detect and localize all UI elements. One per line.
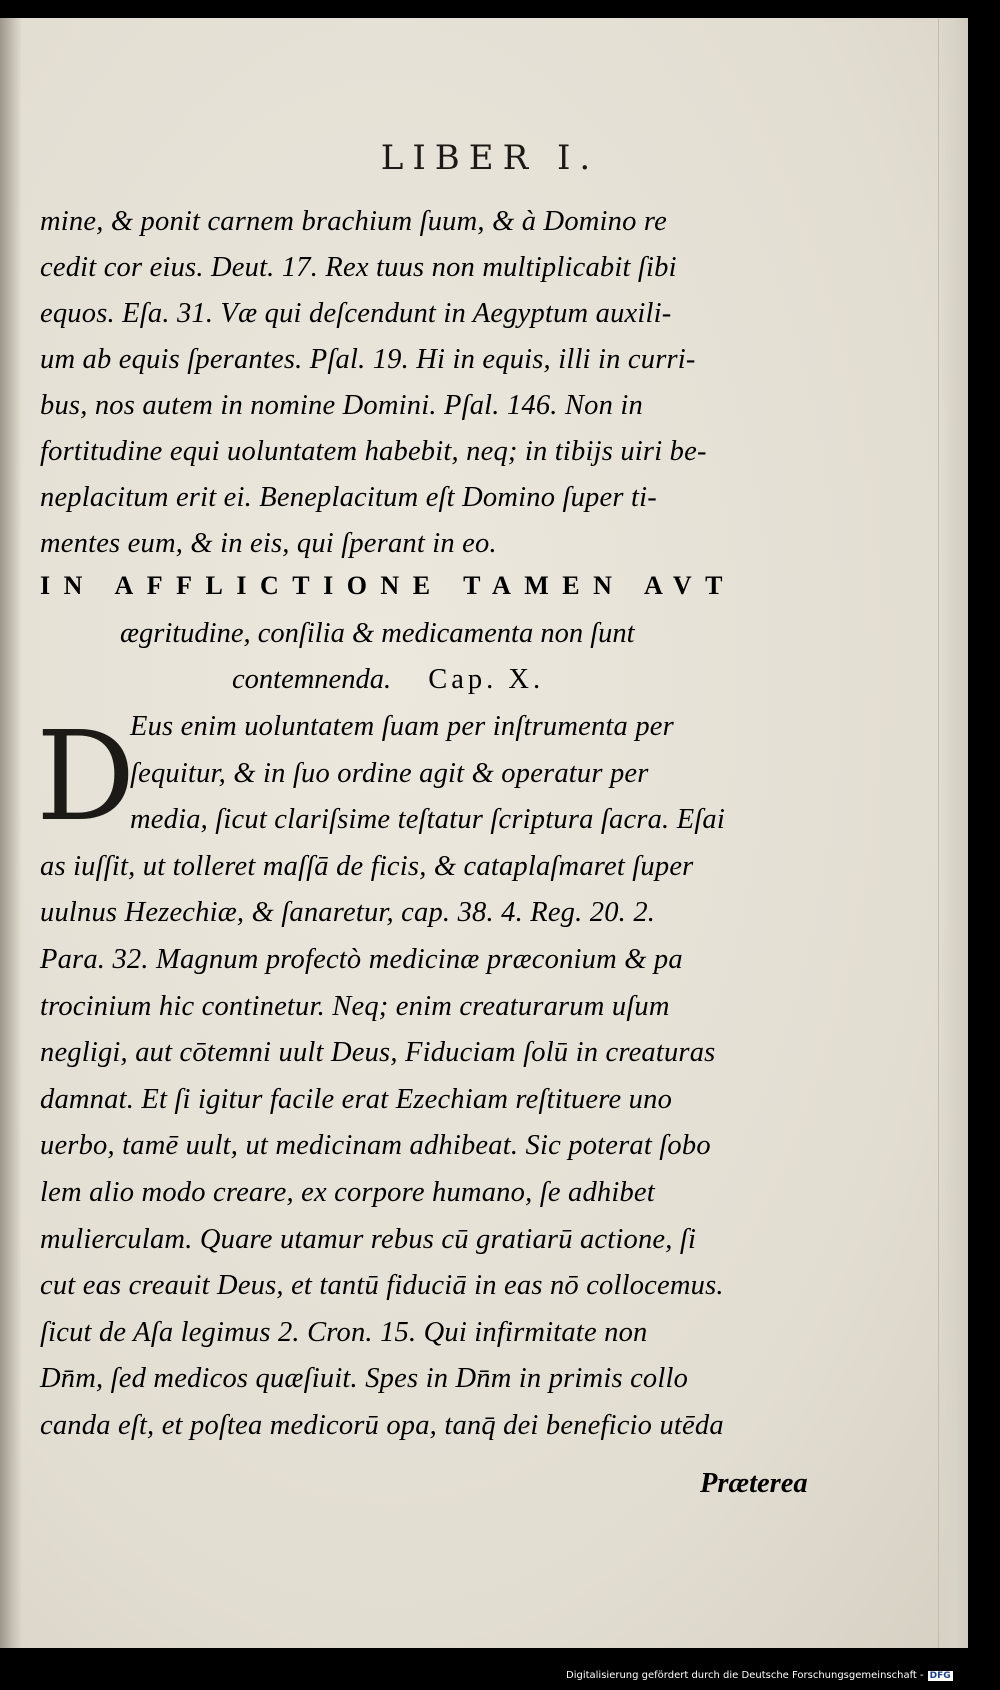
text-line: equos. Eſa. 31. Væ qui deſcendunt in Aegyptum auxili-	[40, 298, 672, 329]
chapter-heading-line3	[232, 664, 544, 696]
text-line: cut eas creauit Deus, et tantū fiduciā in eas nō collocemus.	[40, 1270, 724, 1302]
text-line: lem alio modo creare, ex corpore humano, ſe adhibet	[40, 1177, 655, 1208]
drop-cap: D	[36, 705, 136, 849]
text-line: media, ſicut clariſsime teſtatur ſcriptura ſacra. Eſai	[130, 804, 725, 836]
text-line: ſequitur, & in ſuo ordine agit & operatur per	[130, 757, 649, 789]
text-line: mulierculam. Quare utamur rebus cū gratiarū actione, ſi	[40, 1223, 697, 1255]
running-head: LIBER I.	[380, 138, 600, 178]
text-line: um ab equis ſperantes. Pſal. 19. Hi in equis, illi in curri-	[40, 344, 696, 375]
text-line: mine, & ponit carnem brachium ſuum, & à Domino re	[40, 206, 667, 237]
text-line: damnat. Et ſi igitur facile erat Ezechiam reſtituere uno	[40, 1083, 673, 1115]
text-line: as iuſſit, ut tolleret maſſā de ficis, & cataplaſmaret ſuper	[40, 850, 694, 882]
book-page	[0, 18, 968, 1648]
text-line: trocinium hic continetur. Neq; enim creaturarum uſum	[40, 990, 670, 1022]
page-gutter-shadow	[0, 18, 22, 1648]
text-line: neplacitum erit ei. Beneplacitum eſt Domino ſuper ti-	[40, 482, 657, 513]
text-line: cedit cor eius. Deut. 17. Rex tuus non multiplicabit ſibi	[40, 252, 677, 283]
chapter-heading-line3-text: contemnenda.	[232, 664, 392, 695]
text-line: fortitudine equi uoluntatem habebit, neq; in tibijs uiri be-	[40, 436, 707, 467]
chapter-number: Cap. X.	[428, 664, 545, 695]
text-line: uulnus Hezechiæ, & ſanaretur, cap. 38. 4. Reg. 20. 2.	[40, 897, 656, 929]
text-line: Para. 32. Magnum profectò medicinæ præconium & pa	[40, 944, 683, 975]
text-line: negligi, aut cōtemni uult Deus, Fiduciam ſolū in creaturas	[40, 1037, 716, 1069]
text-line: bus, nos autem in nomine Domini. Pſal. 146. Non in	[40, 390, 643, 421]
chapter-heading-caps: IN AFFLICTIONE TAMEN AVT	[40, 571, 737, 600]
digitization-credit	[566, 1670, 953, 1681]
page-edge	[938, 18, 968, 1648]
text-line: canda eſt, et poſtea medicorū opa, tanq̄ dei beneficio utēda	[40, 1410, 724, 1441]
catchword: Præterea	[700, 1468, 808, 1499]
text-line: mentes eum, & in eis, qui ſperant in eo.	[40, 528, 497, 559]
text-line: Eus enim uoluntatem ſuam per inſtrumenta per	[130, 711, 674, 742]
text-line: Dn̄m, ſed medicos quæſiuit. Spes in Dn̄m in primis collo	[40, 1363, 689, 1395]
credit-text: Digitalisierung gefördert durch die Deutsche Forschungsgemeinschaft -	[566, 1670, 924, 1681]
text-line: uerbo, tamē uult, ut medicinam adhibeat. Sic poterat ſobo	[40, 1130, 711, 1162]
text-line: ſicut de Aſa legimus 2. Cron. 15. Qui infirmitate non	[40, 1316, 648, 1348]
chapter-heading-line2: ægritudine, conſilia & medicamenta non ſunt	[120, 618, 635, 649]
dfg-logo: DFG	[929, 1671, 951, 1681]
